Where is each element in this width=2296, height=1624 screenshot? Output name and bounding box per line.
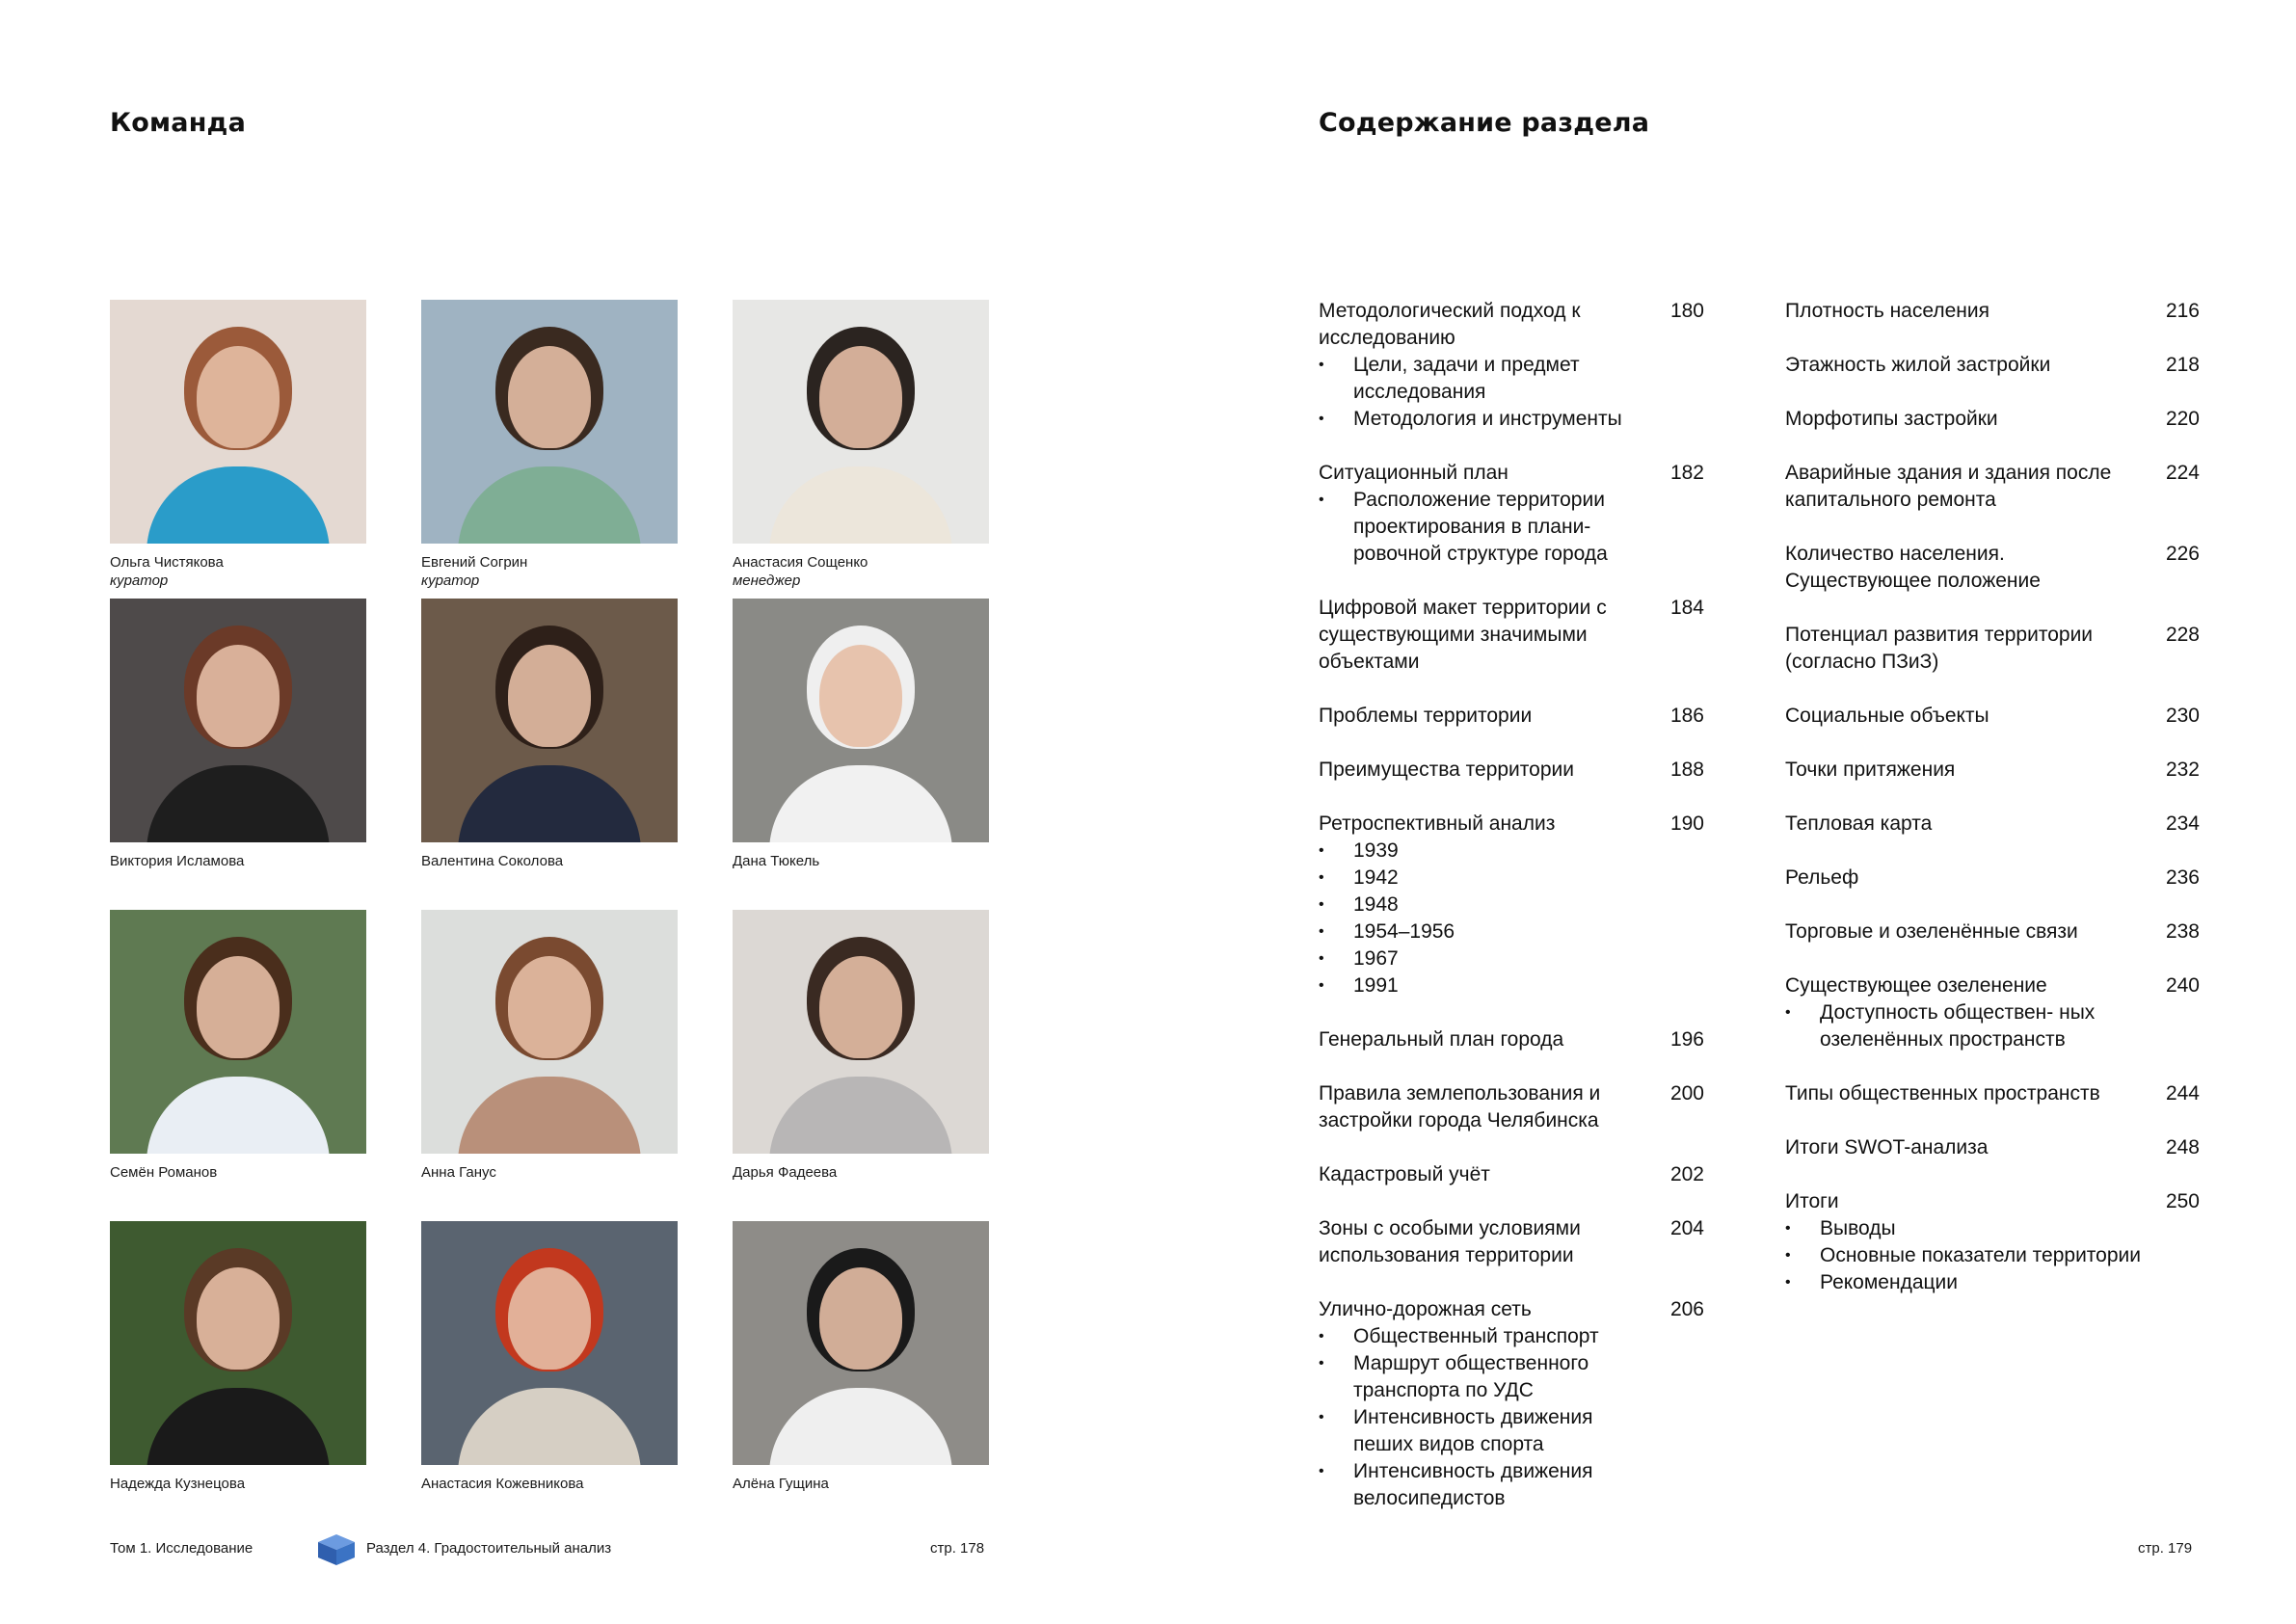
toc-subitem: • Интенсивность движения велосипедистов	[1319, 1458, 1704, 1512]
footer-page-number-right: стр. 179	[2138, 1540, 2193, 1557]
toc-entry-page: 188	[1669, 759, 1704, 781]
toc-entry-page: 250	[2165, 1190, 2200, 1212]
toc-entry-page: 238	[2165, 920, 2200, 943]
toc-entry-title: Правила землепользования и застройки города Челябинска	[1319, 1082, 1601, 1131]
toc-entry-title: Зоны с особыми условиями использования территории	[1319, 1217, 1581, 1266]
toc-entry-title: Ситуационный план	[1319, 462, 1508, 484]
toc-entry-page: 200	[1669, 1082, 1704, 1105]
toc-entry-title: Аварийные здания и здания после капитального ремонта	[1785, 462, 2112, 511]
team-title: Команда	[110, 108, 246, 138]
toc-entry[interactable]	[1319, 703, 1704, 730]
toc-column-right	[1785, 298, 2200, 1323]
toc-entry[interactable]	[1785, 298, 2200, 325]
toc-entry[interactable]	[1319, 757, 1704, 784]
cube-icon	[316, 1532, 357, 1567]
member-name: Семён Романов	[110, 1164, 218, 1181]
toc-entry-page: 224	[2165, 462, 2200, 484]
toc-entry-page: 180	[1669, 300, 1704, 322]
member-photo-face	[197, 1267, 280, 1370]
toc-entry-page: 244	[2165, 1082, 2200, 1105]
toc-entry-page: 204	[1669, 1217, 1704, 1239]
member-photo	[421, 300, 678, 544]
member-photo	[421, 599, 678, 842]
toc-entry-title: Социальные объекты	[1785, 705, 1989, 727]
toc-entry-page: 216	[2165, 300, 2200, 322]
toc-subitem: • Расположение территории проектирования в плани- ровочной структуре города	[1319, 487, 1704, 568]
toc-entry-page: 220	[2165, 408, 2200, 430]
toc-subitems	[1319, 352, 1704, 433]
toc-column-left	[1319, 298, 1704, 1539]
toc-entry-title: Этажность жилой застройки	[1785, 354, 2051, 376]
member-photo-face	[819, 956, 902, 1058]
toc-subitem: • Основные показатели территории	[1785, 1242, 2200, 1269]
toc-entry-title: Ретроспективный анализ	[1319, 812, 1556, 835]
member-photo	[733, 300, 989, 544]
toc-entry[interactable]	[1785, 622, 2200, 676]
member-photo	[421, 1221, 678, 1465]
member-photo-shirt	[147, 1077, 330, 1154]
toc-entry-title: Проблемы территории	[1319, 705, 1533, 727]
member-photo-shirt	[147, 1388, 330, 1465]
team-member-card	[733, 1221, 989, 1494]
toc-subitems	[1319, 1323, 1704, 1512]
team-member-card	[110, 599, 366, 871]
toc-title: Содержание раздела	[1319, 108, 1650, 138]
member-photo-shirt	[769, 765, 952, 842]
toc-subitem: • Маршрут общественного транспорта по УДС	[1319, 1350, 1704, 1404]
toc-entry-title: Цифровой макет территории с существующими значимыми объектами	[1319, 597, 1607, 673]
toc-entry[interactable]	[1785, 757, 2200, 784]
toc-entry-title: Методологический подход к исследованию	[1319, 300, 1581, 349]
member-photo-face	[819, 1267, 902, 1370]
toc-entry-title: Плотность населения	[1785, 300, 1989, 322]
toc-subitem: • 1954–1956	[1319, 918, 1704, 945]
toc-subitem: • 1967	[1319, 945, 1704, 972]
toc-entry-page: 230	[2165, 705, 2200, 727]
member-name: Анастасия Кожевникова	[421, 1476, 584, 1492]
member-photo-face	[508, 645, 591, 747]
toc-subitem: • 1991	[1319, 972, 1704, 999]
toc-entry-page: 236	[2165, 866, 2200, 889]
toc-entry[interactable]	[1319, 1080, 1704, 1134]
member-name: Ольга Чистякова	[110, 554, 224, 571]
toc-entry[interactable]	[1785, 865, 2200, 892]
member-photo	[421, 910, 678, 1154]
toc-entry-page: 186	[1669, 705, 1704, 727]
member-photo-face	[197, 346, 280, 448]
member-name: Алёна Гущина	[733, 1476, 829, 1492]
toc-entry[interactable]	[1785, 1134, 2200, 1161]
toc-entry-title: Итоги SWOT-анализа	[1785, 1136, 1989, 1158]
toc-entry[interactable]	[1785, 460, 2200, 514]
footer-section: Раздел 4. Градостоительный анализ	[366, 1540, 612, 1557]
member-photo-face	[819, 346, 902, 448]
toc-entry[interactable]	[1785, 703, 2200, 730]
toc-entry-title: Существующее озеленение	[1785, 974, 2047, 997]
member-photo	[733, 1221, 989, 1465]
member-photo-face	[508, 346, 591, 448]
toc-entry-page: 184	[1669, 597, 1704, 619]
toc-entry-title: Морфотипы застройки	[1785, 408, 1998, 430]
toc-entry[interactable]	[1785, 972, 2200, 1053]
toc-entry-title: Кадастровый учёт	[1319, 1163, 1490, 1185]
member-photo	[110, 1221, 366, 1465]
toc-entry[interactable]	[1319, 595, 1704, 676]
toc-subitem: • 1942	[1319, 865, 1704, 892]
toc-subitems	[1319, 838, 1704, 999]
toc-entry[interactable]	[1319, 1161, 1704, 1188]
toc-entry[interactable]	[1319, 460, 1704, 568]
member-name: Виктория Исламова	[110, 853, 245, 869]
member-photo	[110, 910, 366, 1154]
toc-entry-title: Торговые и озеленённые связи	[1785, 920, 2078, 943]
toc-subitem: • Методология и инструменты	[1319, 406, 1704, 433]
member-photo-shirt	[458, 1388, 641, 1465]
toc-entry-title: Рельеф	[1785, 866, 1859, 889]
member-photo-face	[508, 956, 591, 1058]
team-member-card	[733, 599, 989, 871]
toc-entry-title: Итоги	[1785, 1190, 1839, 1212]
member-photo	[733, 910, 989, 1154]
toc-entry-title: Тепловая карта	[1785, 812, 1933, 835]
toc-subitems	[1785, 999, 2200, 1053]
toc-entry-title: Точки притяжения	[1785, 759, 1956, 781]
footer-page-number-left: стр. 178	[930, 1540, 985, 1557]
toc-entry-page: 218	[2165, 354, 2200, 376]
toc-entry[interactable]	[1319, 298, 1704, 433]
member-photo-shirt	[147, 765, 330, 842]
member-photo-shirt	[769, 1388, 952, 1465]
member-photo-shirt	[769, 466, 952, 544]
team-grid	[110, 300, 991, 1495]
member-name: Дарья Фадеева	[733, 1164, 838, 1181]
member-name: Валентина Соколова	[421, 853, 564, 869]
team-member-card	[733, 910, 989, 1183]
team-member-card	[110, 910, 366, 1183]
toc-entry-title: Типы общественных пространств	[1785, 1082, 2100, 1105]
toc-subitem: • Рекомендации	[1785, 1269, 2200, 1296]
toc-entry-page: 202	[1669, 1163, 1704, 1185]
toc-entry-page: 196	[1669, 1028, 1704, 1051]
toc-entry[interactable]	[1785, 811, 2200, 838]
toc-entry-page: 248	[2165, 1136, 2200, 1158]
member-photo	[110, 599, 366, 842]
toc-entry[interactable]	[1785, 918, 2200, 945]
toc-subitem: • 1948	[1319, 892, 1704, 918]
member-photo-face	[197, 956, 280, 1058]
team-member-card	[421, 1221, 678, 1494]
team-member-card	[421, 599, 678, 871]
toc-entry-page: 232	[2165, 759, 2200, 781]
member-name: Анастасия Сощенко	[733, 554, 868, 571]
team-member-card	[421, 910, 678, 1183]
toc-entry-page: 206	[1669, 1298, 1704, 1320]
toc-subitem: • 1939	[1319, 838, 1704, 865]
toc-entry[interactable]	[1319, 811, 1704, 999]
member-name: Евгений Согрин	[421, 554, 528, 571]
footer-volume: Том 1. Исследование	[110, 1540, 254, 1557]
toc-subitems	[1319, 487, 1704, 568]
toc-entry[interactable]	[1785, 541, 2200, 595]
toc-subitem: • Цели, задачи и предмет исследования	[1319, 352, 1704, 406]
member-photo-face	[508, 1267, 591, 1370]
member-photo	[733, 599, 989, 842]
member-photo-face	[819, 645, 902, 747]
toc-entry-page: 226	[2165, 543, 2200, 565]
toc-entry[interactable]	[1319, 1026, 1704, 1053]
team-member-card	[110, 300, 366, 590]
toc-entry[interactable]	[1785, 1188, 2200, 1296]
toc-subitem: • Интенсивность движения пеших видов спорта	[1319, 1404, 1704, 1458]
toc-entry-title: Улично-дорожная сеть	[1319, 1298, 1532, 1320]
toc-entry[interactable]	[1785, 1080, 2200, 1107]
member-photo-shirt	[458, 1077, 641, 1154]
team-member-card	[110, 1221, 366, 1494]
toc-entry[interactable]	[1785, 352, 2200, 379]
member-photo-shirt	[458, 765, 641, 842]
member-photo-shirt	[458, 466, 641, 544]
member-name: Надежда Кузнецова	[110, 1476, 246, 1492]
member-role: куратор	[421, 572, 480, 589]
member-photo-face	[197, 645, 280, 747]
member-photo-shirt	[769, 1077, 952, 1154]
toc-entry-title: Потенциал развития территории (согласно ПЗиЗ)	[1785, 624, 2094, 673]
toc-entry-page: 190	[1669, 812, 1704, 835]
toc-entry-title: Преимущества территории	[1319, 759, 1574, 781]
toc-entry[interactable]	[1319, 1215, 1704, 1269]
member-role: менеджер	[733, 572, 801, 589]
toc-entry-page: 228	[2165, 624, 2200, 646]
team-member-card	[421, 300, 678, 590]
member-name: Анна Ганус	[421, 1164, 496, 1181]
member-role: куратор	[110, 572, 169, 589]
toc-entry[interactable]	[1785, 406, 2200, 433]
toc-entry-title: Генеральный план города	[1319, 1028, 1564, 1051]
team-member-card	[733, 300, 989, 590]
toc-entry-title: Количество населения. Существующее положение	[1785, 543, 2041, 592]
toc-subitem: • Доступность обществен- ных озеленённых пространств	[1785, 999, 2200, 1053]
toc-entry[interactable]	[1319, 1296, 1704, 1512]
toc-entry-page: 240	[2165, 974, 2200, 997]
toc-subitems	[1785, 1215, 2200, 1296]
member-name: Дана Тюкель	[733, 853, 820, 869]
toc-entry-page: 234	[2165, 812, 2200, 835]
member-photo	[110, 300, 366, 544]
toc-subitem: • Общественный транспорт	[1319, 1323, 1704, 1350]
toc-entry-page: 182	[1669, 462, 1704, 484]
toc-subitem: • Выводы	[1785, 1215, 2200, 1242]
member-photo-shirt	[147, 466, 330, 544]
